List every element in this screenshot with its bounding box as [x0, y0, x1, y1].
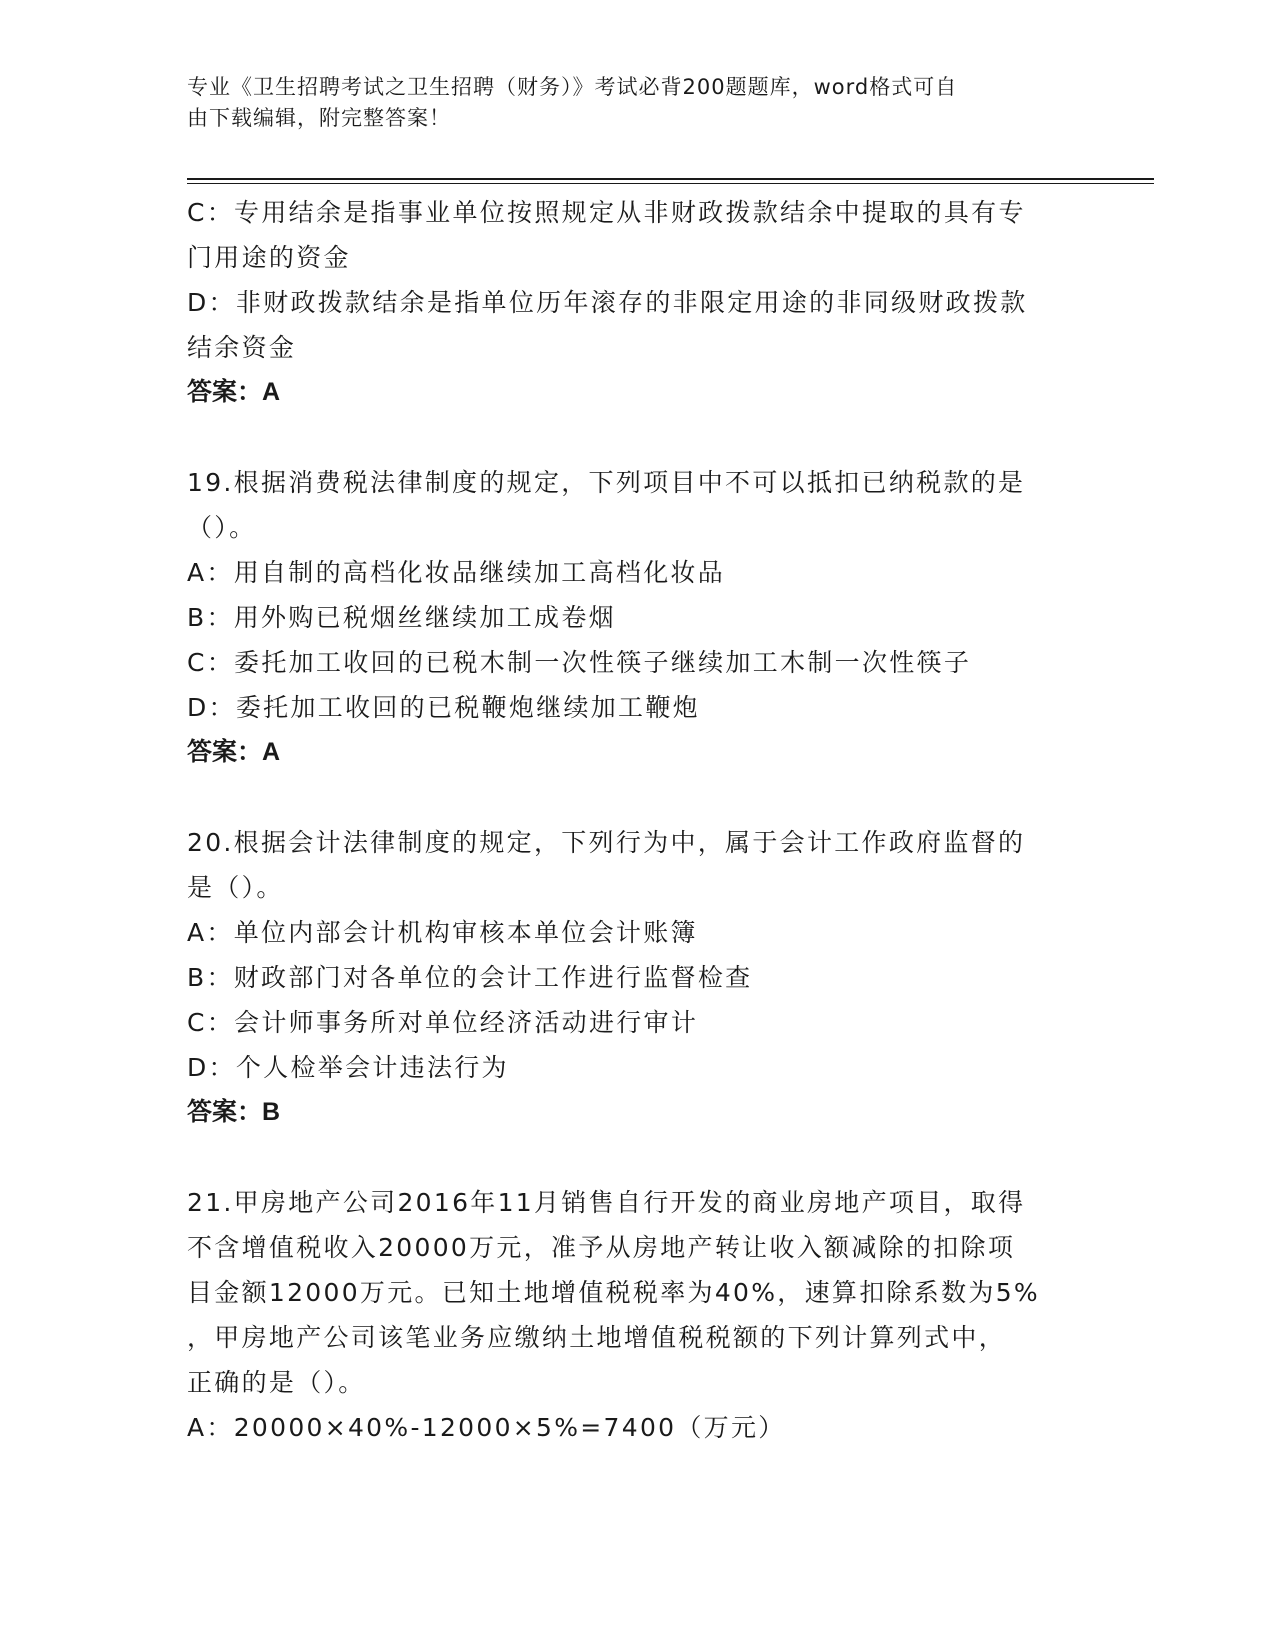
- header-line-1: 专业《卫生招聘考试之卫生招聘（财务）》考试必背200题题库，word格式可自: [187, 75, 958, 99]
- option-d-line-1: D：非财政拨款结余是指单位历年滚存的非限定用途的非同级财政拨款: [187, 288, 1028, 317]
- option-c: C：会计师事务所对单位经济活动进行审计: [187, 1008, 699, 1037]
- question-stem-line-1: 19.根据消费税法律制度的规定，下列项目中不可以抵扣已纳税款的是: [187, 468, 1026, 497]
- option-d-line-2: 结余资金: [187, 333, 297, 362]
- spacer: [187, 1135, 1077, 1180]
- option-a: A：单位内部会计机构审核本单位会计账簿: [187, 918, 698, 947]
- question-stem-line-1: 21.甲房地产公司2016年11月销售自行开发的商业房地产项目，取得: [187, 1188, 1026, 1217]
- question-stem-line-3: 目金额12000万元。已知土地增值税税率为40%，速算扣除系数为5%: [187, 1278, 1040, 1307]
- question-stem-line-2: （）。: [187, 513, 257, 542]
- question-content: [187, 190, 1077, 1450]
- question-stem-line-5: 正确的是（）。: [187, 1368, 366, 1397]
- option-a: A：用自制的高档化妆品继续加工高档化妆品: [187, 558, 726, 587]
- question-stem-line-2: 是（）。: [187, 873, 284, 902]
- spacer: [187, 415, 1077, 460]
- answer: 答案：A: [187, 378, 281, 406]
- option-d: D：个人检举会计违法行为: [187, 1053, 509, 1082]
- document-header: [187, 72, 1067, 134]
- answer: 答案：B: [187, 1098, 281, 1126]
- answer: 答案：A: [187, 738, 281, 766]
- header-divider: [187, 178, 1154, 184]
- spacer: [187, 775, 1077, 820]
- option-b: B：用外购已税烟丝继续加工成卷烟: [187, 603, 616, 632]
- question-18-continued: [187, 190, 1077, 415]
- question-stem-line-1: 20.根据会计法律制度的规定，下列行为中，属于会计工作政府监督的: [187, 828, 1026, 857]
- option-b: B：财政部门对各单位的会计工作进行监督检查: [187, 963, 753, 992]
- option-c: C：委托加工收回的已税木制一次性筷子继续加工木制一次性筷子: [187, 648, 972, 677]
- option-c-line-2: 门用途的资金: [187, 243, 351, 272]
- question-19: [187, 460, 1077, 775]
- option-a: A：20000×40%-12000×5%=7400（万元）: [187, 1413, 786, 1442]
- header-line-2: 由下载编辑，附完整答案！: [187, 106, 451, 130]
- question-stem-line-2: 不含增值税收入20000万元，准予从房地产转让收入额减除的扣除项: [187, 1233, 1016, 1262]
- question-20: [187, 820, 1077, 1135]
- question-stem-line-4: ，甲房地产公司该笔业务应缴纳土地增值税税额的下列计算列式中，: [187, 1323, 1007, 1352]
- question-21: [187, 1180, 1077, 1450]
- option-d: D：委托加工收回的已税鞭炮继续加工鞭炮: [187, 693, 700, 722]
- option-c-line-1: C：专用结余是指事业单位按照规定从非财政拨款结余中提取的具有专: [187, 198, 1026, 227]
